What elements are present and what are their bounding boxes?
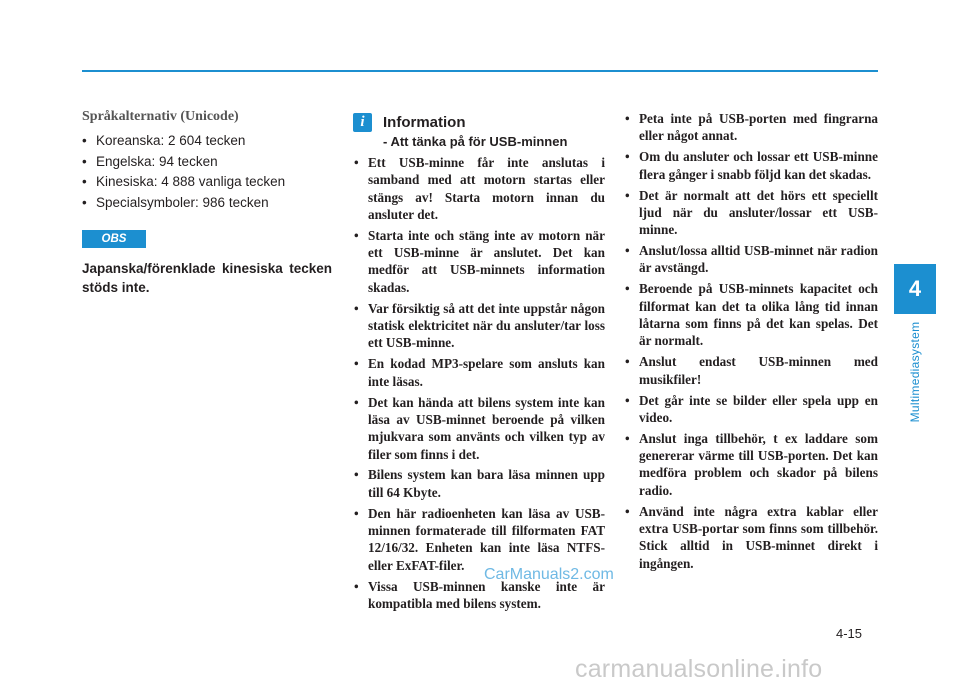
list-item: • Vissa USB-minnen kanske inte är kompatibla med bilens system. — [353, 578, 605, 613]
info-title: Information — [383, 114, 466, 131]
footer-watermark: carmanualsonline.info — [575, 655, 823, 683]
info-list — [353, 154, 605, 612]
list-item: • Använd inte några extra kablar eller extra USB-portar som finns som tillbehör. Stick alltid in USB-minnet direkt i ingången. — [624, 503, 878, 572]
language-list — [82, 131, 332, 213]
right-column — [624, 110, 878, 576]
top-rule — [82, 70, 878, 72]
list-item: • Engelska: 94 tecken — [82, 152, 332, 173]
info-subtitle: - Att tänka på för USB-minnen — [383, 134, 568, 149]
list-item: • Kinesiska: 4 888 vanliga tecken — [82, 172, 332, 193]
list-item: • Peta inte på USB-porten med fingrarna eller något annat. — [624, 110, 878, 145]
list-item: • Det kan hända att bilens system inte kan läsa av USB-minnet beroende på vilken mjukvara som använts och vilken typ av filer som finns i det. — [353, 394, 605, 463]
list-item: • En kodad MP3-spelare som ansluts kan inte läsas. — [353, 355, 605, 390]
list-item: • Specialsymboler: 986 tecken — [82, 193, 332, 214]
usb-tips-list — [624, 110, 878, 572]
list-item: • Om du ansluter och lossar ett USB-minne flera gånger i snabb följd kan det skadas. — [624, 148, 878, 183]
list-item: • Beroende på USB-minnets kapacitet och filformat kan det ta olika lång tid innan låtarna som finns på det kan spelas. Det är normalt. — [624, 280, 878, 349]
list-item: • Koreanska: 2 604 tecken — [82, 131, 332, 152]
middle-column — [353, 108, 605, 616]
watermark-text: CarManuals2.com — [484, 566, 614, 583]
list-item: • Ett USB-minne får inte anslutas i samband med att motorn startas eller stängs av! Starta motorn innan du ansluter det. — [353, 154, 605, 223]
chapter-tab: 4 — [894, 264, 936, 314]
obs-note: Japanska/förenklade kinesiska tecken stöds inte. — [82, 261, 332, 295]
page-number: 4-15 — [836, 626, 863, 641]
info-icon: i — [353, 113, 372, 132]
list-item: • Anslut/lossa alltid USB-minnet när radion är avstängd. — [624, 242, 878, 277]
obs-badge: OBS — [82, 230, 146, 248]
left-column — [82, 108, 332, 297]
list-item: • Den här radioenheten kan läsa av USB-minnen formaterade till filformaten FAT 12/16/32. Enheten kan inte läsa NTFS- eller ExFAT-filer. — [353, 505, 605, 574]
list-item: • Det går inte se bilder eller spela upp en video. — [624, 392, 878, 427]
list-item: • Det är normalt att det hörs ett speciellt ljud när du ansluter/lossar ett USB-minne. — [624, 187, 878, 239]
list-item: • Anslut inga tillbehör, t ex laddare som genererar värme till USB-porten. Det kan medföra problem och skador på bilens radio. — [624, 430, 878, 499]
list-item: • Bilens system kan bara läsa minnen upp till 64 Kbyte. — [353, 466, 605, 501]
info-header — [353, 113, 605, 132]
chapter-label: Multimediasystem — [908, 321, 922, 423]
section-title: Språkalternativ (Unicode) — [82, 109, 239, 124]
list-item: • Starta inte och stäng inte av motorn när ett USB-minne är anslutet. Det kan medför att USB-minnets information skadas. — [353, 227, 605, 296]
list-item: • Anslut endast USB-minnen med musikfiler! — [624, 353, 878, 388]
list-item: • Var försiktig så att det inte uppstår någon statisk elektricitet när du ansluter/tar loss ett USB-minne. — [353, 300, 605, 352]
